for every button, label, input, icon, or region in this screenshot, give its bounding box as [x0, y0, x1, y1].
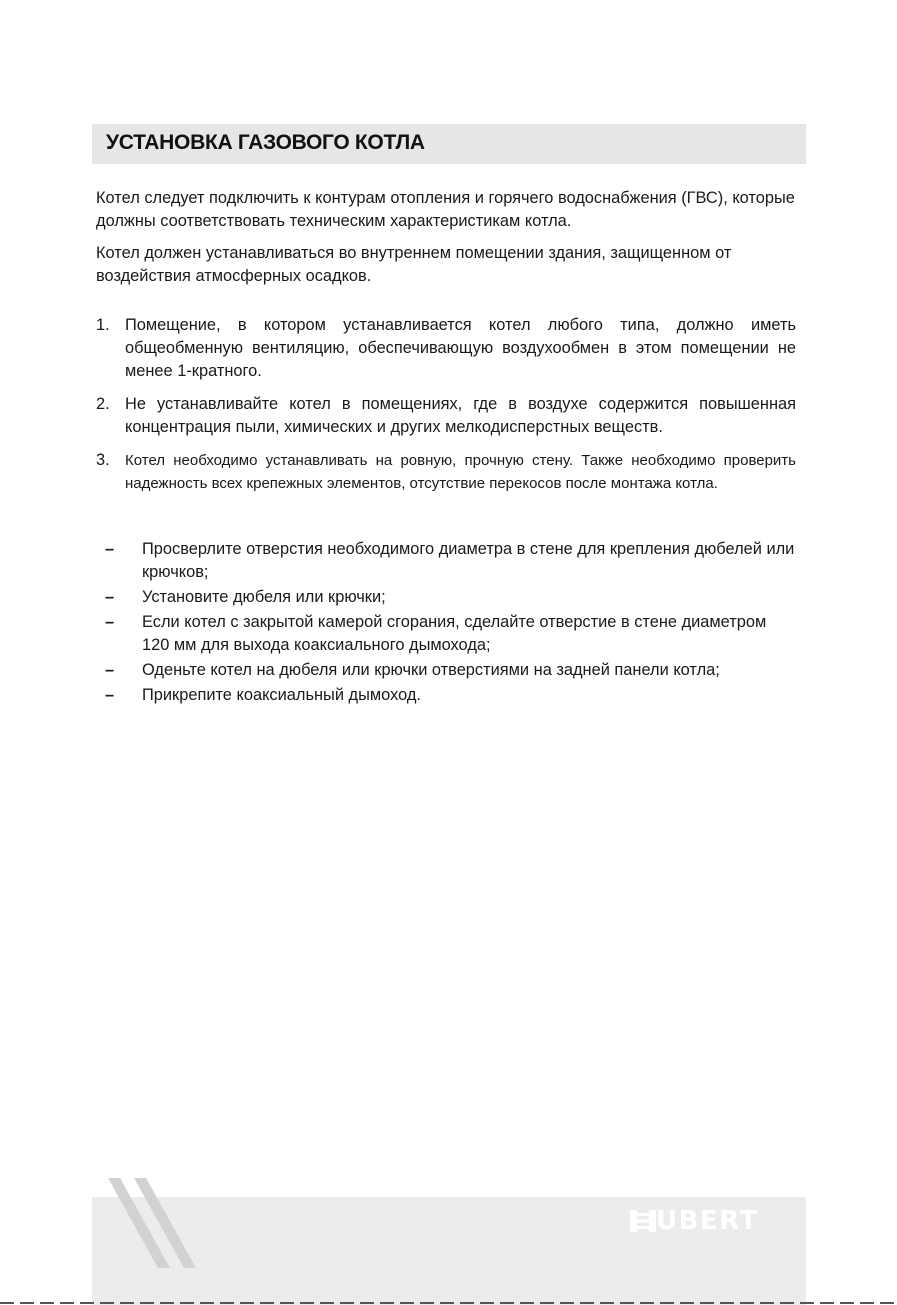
intro-paragraph-1: Котел следует подключить к контурам отопления и горячего водоснабжения (ГВС), которые должны соответствовать техническим характеристикам котла.: [96, 189, 795, 230]
dash-marker: –: [105, 540, 115, 558]
diagonal-stripes-icon: [108, 1178, 203, 1268]
section-header-bar: [92, 124, 806, 164]
hubert-logo: [630, 1206, 759, 1236]
dash-item-text: Просверлите отверстия необходимого диаметра в стене для крепления дюбелей или крючков;: [142, 540, 795, 581]
hubert-h-logo-icon: [630, 1210, 656, 1232]
dash-item-text: Если котел с закрытой камерой сгорания, сделайте отверстие в стене диаметром 120 мм для выхода коаксиального дымохода;: [142, 613, 767, 654]
step-item-3: [96, 449, 796, 495]
dash-marker: –: [105, 613, 115, 631]
intro-text: [96, 187, 796, 297]
dash-instructions-list: [105, 538, 797, 709]
step-number: 1.: [96, 316, 110, 334]
dash-marker: –: [105, 588, 115, 606]
bottom-trim-line: [0, 1302, 897, 1304]
section-title: УСТАНОВКА ГАЗОВОГО КОТЛА: [106, 131, 425, 154]
dash-item-1: [105, 538, 797, 584]
dash-item-4: [105, 659, 797, 682]
dash-item-5: [105, 684, 797, 707]
step-number: 2.: [96, 395, 110, 413]
dash-item-text: Прикрепите коаксиальный дымоход.: [142, 686, 421, 704]
numbered-steps-list: [96, 314, 796, 505]
dash-item-3: [105, 611, 797, 657]
step-text: Помещение, в котором устанавливается котел любого типа, должно иметь общеобменную вентиляцию, обеспечивающую воздухообмен в этом помещении не менее 1-кратного.: [125, 316, 796, 380]
step-number: 3.: [96, 451, 110, 469]
intro-paragraph-2: Котел должен устанавливаться во внутреннем помещении здания, защищенном от воздействия атмосферных осадков.: [96, 244, 732, 285]
step-text: Котел необходимо устанавливать на ровную, прочную стену. Также необходимо проверить надежность всех крепежных элементов, отсутствие перекосов после монтажа котла.: [125, 452, 796, 492]
dash-item-text: Оденьте котел на дюбеля или крючки отверстиями на задней панели котла;: [142, 661, 720, 679]
logo-wordmark: UBERT: [656, 1206, 759, 1236]
dash-item-2: [105, 586, 797, 609]
step-text: Не устанавливайте котел в помещениях, где в воздухе содержится повышенная концентрация пыли, химических и других мелкодисперстных веществ.: [125, 395, 796, 436]
step-item-1: [96, 314, 796, 383]
dash-marker: –: [105, 661, 115, 679]
dash-item-text: Установите дюбеля или крючки;: [142, 588, 386, 606]
dash-marker: –: [105, 686, 115, 704]
step-item-2: [96, 393, 796, 439]
